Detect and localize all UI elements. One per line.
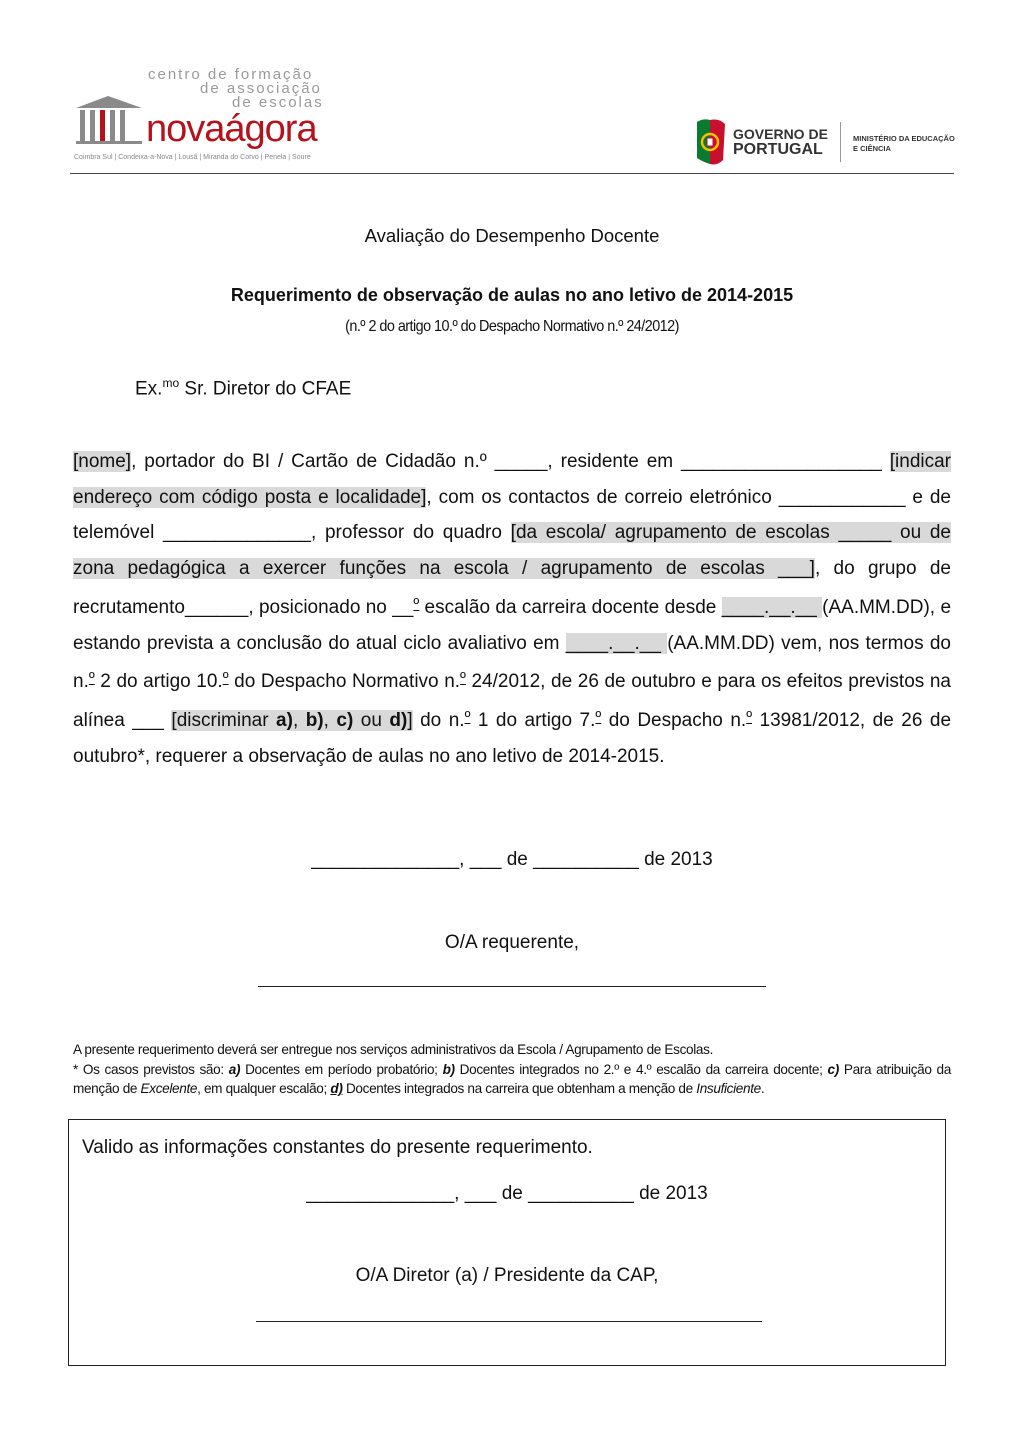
header-divider xyxy=(70,173,954,174)
validation-text: Valido as informações constantes do presente requerimento. xyxy=(82,1137,593,1158)
logo-tagline-3: de escolas xyxy=(232,94,324,111)
request-paragraph xyxy=(73,444,951,774)
body-text: [discriminar xyxy=(171,709,277,731)
requester-signature-line[interactable] xyxy=(258,986,766,987)
body-text: do n. xyxy=(412,709,465,731)
document-title: Requerimento de observação de aulas no ano letivo de 2014-2015 xyxy=(230,285,794,305)
ordinal-mark: º xyxy=(413,595,420,613)
delivery-note: A presente requerimento deverá ser entregue nos serviços administrativos da Escola / Agrupamento de Escolas. xyxy=(73,1042,713,1057)
director-signature-line[interactable] xyxy=(256,1321,762,1322)
option-a: a) xyxy=(276,709,293,731)
salutation xyxy=(135,376,351,400)
mention-excelente: Excelente xyxy=(140,1081,198,1096)
field-name[interactable]: [nome] xyxy=(73,451,132,472)
ministry-line2: E CIÊNCIA xyxy=(853,144,891,153)
ordinal-mark: º xyxy=(88,670,95,688)
field-date-since[interactable]: ____.__.__ xyxy=(721,596,823,618)
body-text: (AA.MM.DD), e estando prevista a conclusão do atual ciclo avaliativo em xyxy=(73,596,952,654)
field-discriminate[interactable] xyxy=(171,710,412,731)
footnotes xyxy=(73,1040,951,1099)
gov-logo xyxy=(693,118,955,168)
salutation-prefix: Ex. xyxy=(135,378,163,400)
case-a-text: Docentes em período probatório; xyxy=(240,1061,443,1077)
option-c: c) xyxy=(336,709,354,731)
field-date-end[interactable]: ____.__.__ xyxy=(565,632,668,654)
ministry-wordmark xyxy=(853,134,955,154)
document-subtitle: (n.º 2 do artigo 10.º do Despacho Normativo n.º 24/2012) xyxy=(345,318,679,335)
request-date-line[interactable]: ______________, ___ de __________ de 2013 xyxy=(311,849,713,870)
body-text: 24/2012, de 26 de outubro e para os efeitos previstos na alínea ___ xyxy=(73,671,951,731)
field-address[interactable]: [indicar endereço com código posta e localidade] xyxy=(73,451,951,508)
ordinal-mark: º xyxy=(222,670,229,688)
body-text: 13981/2012, de 26 de outubro*, requerer a observação de aulas no ano letivo de 2014-2015. xyxy=(73,709,952,767)
body-text: do Despacho Normativo n. xyxy=(228,671,461,693)
cases-end: . xyxy=(760,1081,765,1096)
case-b-text: Docentes integrados no 2.º e 4.º escalão da carreira docente; xyxy=(454,1061,828,1077)
salutation-text: Sr. Diretor do CFAE xyxy=(179,378,352,400)
field-school[interactable]: [da escola/ agrupamento de escolas _____ ou de zona pedagógica a exercer funções na escola / agrupamento de escolas ___] xyxy=(73,522,951,580)
validation-box xyxy=(68,1119,946,1366)
ordinal-mark: º xyxy=(460,670,466,688)
ordinal-mark: º xyxy=(464,708,471,726)
case-d-label: d) xyxy=(330,1081,343,1096)
body-text: do Despacho n. xyxy=(601,709,747,731)
logo-columns-icon xyxy=(74,96,144,144)
case-d-text: Docentes integrados na carreira que obtenham a menção de xyxy=(342,1081,697,1096)
salutation-superscript: mo xyxy=(162,376,180,390)
body-text: (AA.MM.DD) vem, nos termos do n. xyxy=(73,632,951,693)
body-text: ] xyxy=(407,709,413,731)
ordinal-mark: º xyxy=(595,708,602,726)
body-text: ou xyxy=(353,709,390,731)
mention-insuficiente: Insuficiente xyxy=(696,1081,761,1096)
requester-label: O/A requerente, xyxy=(444,932,580,953)
logo-name-part1: nova xyxy=(146,108,225,150)
option-d: d) xyxy=(389,709,408,731)
portugal-flag-icon xyxy=(693,118,727,166)
logo-tagline-1: centro de formação xyxy=(148,66,314,83)
logo-tagline-2: de associação xyxy=(200,80,322,97)
gov-wordmark xyxy=(733,127,828,157)
ministry-line1: MINISTÉRIO DA EDUCAÇÃO xyxy=(853,134,955,143)
ordinal-mark: º xyxy=(746,708,753,726)
cfae-logo xyxy=(74,66,336,170)
gov-logo-divider xyxy=(840,122,841,162)
body-text: escalão da carreira docente desde xyxy=(419,596,722,618)
case-c-text: Para atribuição da menção de xyxy=(73,1061,951,1096)
gov-line1: GOVERNO DE xyxy=(733,126,828,142)
body-text: , do grupo de recrutamento______, posicionado no __ xyxy=(73,558,951,618)
case-b-label: b) xyxy=(442,1061,455,1077)
body-text: , xyxy=(292,709,306,731)
gov-line2: PORTUGAL xyxy=(733,141,823,158)
option-b: b) xyxy=(305,709,324,731)
cases-intro: * Os casos previstos são: xyxy=(73,1061,229,1077)
director-label: O/A Diretor (a) / Presidente da CAP, xyxy=(355,1265,659,1286)
validation-date-line[interactable]: ______________, ___ de __________ de 2013 xyxy=(306,1183,708,1204)
document-heading: Avaliação do Desempenho Docente xyxy=(364,225,660,246)
case-a-label: a) xyxy=(228,1061,241,1077)
logo-towns: Coimbra Sul | Condeixa-a-Nova | Lousã | Miranda do Corvo | Penela | Soure xyxy=(74,154,311,161)
logo-wordmark xyxy=(146,108,317,151)
body-text: , xyxy=(323,709,337,731)
cases-note xyxy=(73,1060,951,1099)
body-text: 1 do artigo 7. xyxy=(470,709,596,731)
case-c-label: c) xyxy=(827,1061,839,1077)
body-text: , portador do BI / Cartão de Cidadão n.º _____, residente em ___________________ xyxy=(131,451,890,472)
body-text: , com os contactos de correio eletrónico ____________ e de telemóvel ______________, professor do quadro xyxy=(73,486,951,544)
logo-name-part2: ágora xyxy=(224,108,317,150)
body-text: 2 do artigo 10. xyxy=(94,671,223,693)
case-c-text: , em qualquer escalão; xyxy=(197,1081,331,1096)
